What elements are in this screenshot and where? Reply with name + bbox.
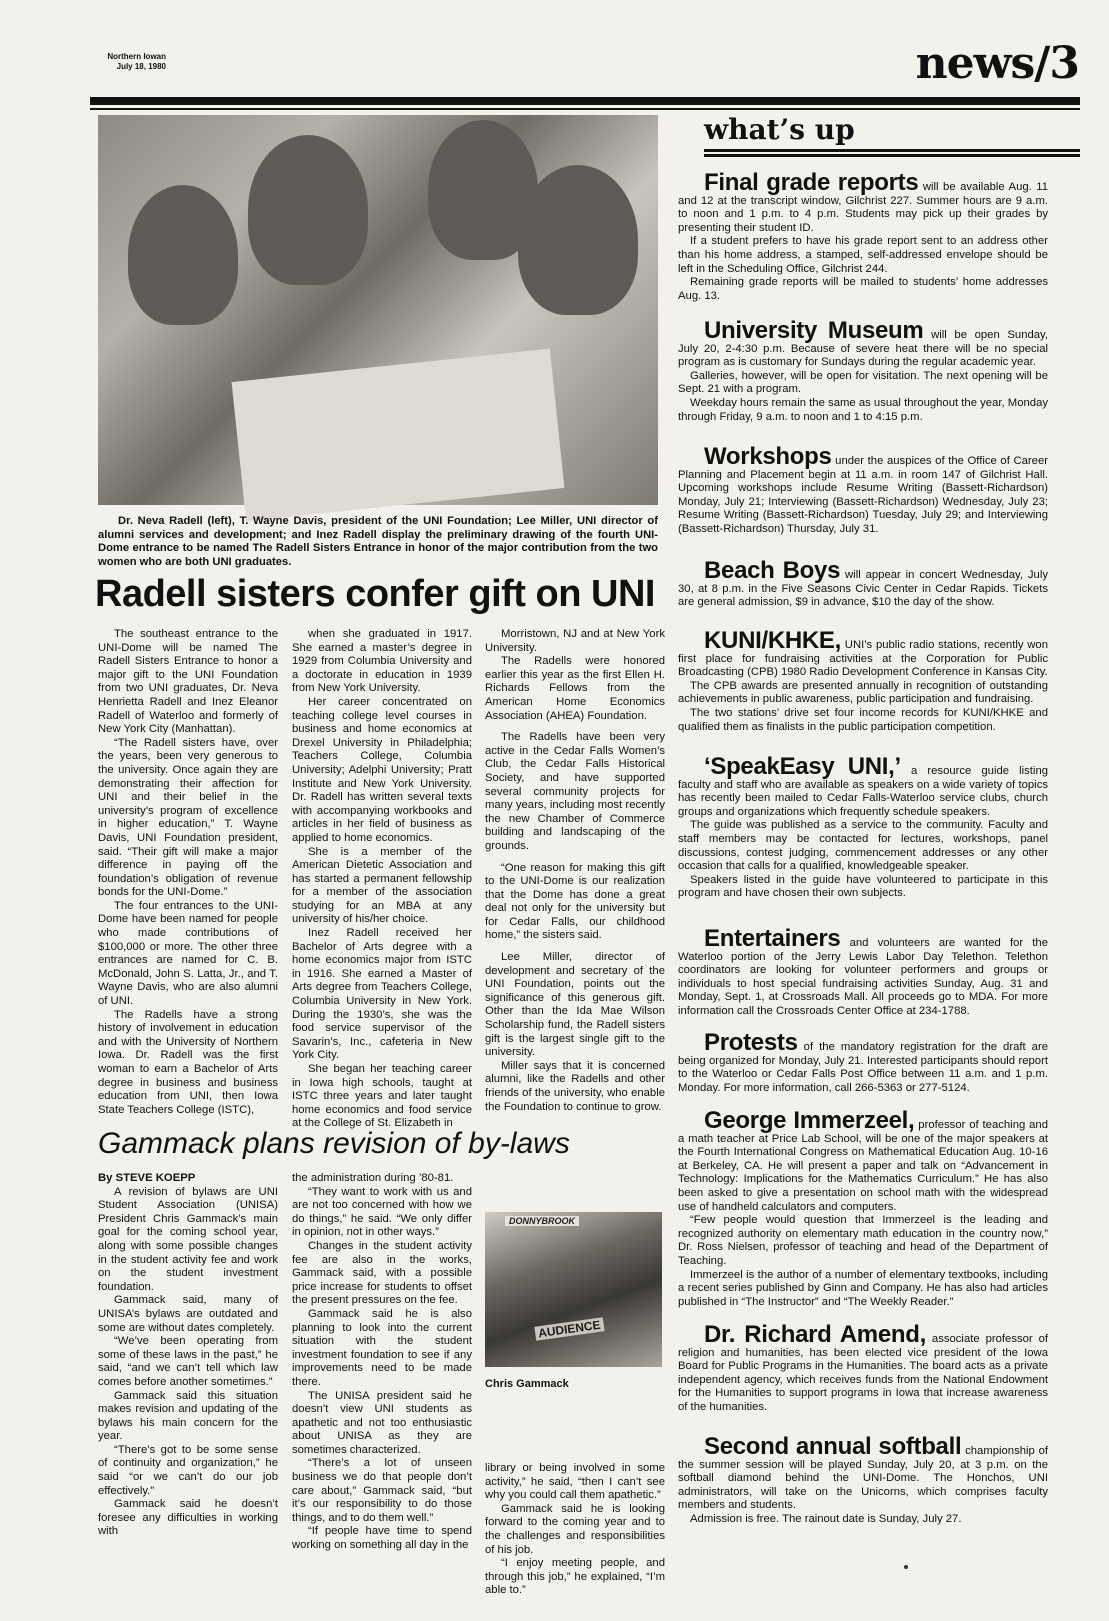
photo-shirt-text: AUDIENCE [534, 1317, 604, 1340]
section-page-title: news/3 [915, 38, 1079, 89]
paragraph: “The Radell sisters have, over the years, been very generous to the university. Once again they are demonstrating their affection for UNI and their belief in the university’s program of excellence in higher education,” T. Wayne Davis, UNI Foundation president, said. “Their gift will make a major difference in paying off the foundation’s obligation of revenue bonds for the UNI-Dome.” [98, 736, 278, 899]
whats-up-item-beach-boys: Beach Boys will appear in concert Wednesday, July 30, at 8 p.m. in the Five Seasons Civic Center in Cedar Rapids. Tickets are general admission, $9 in advance, $10 the day of the show. [678, 557, 1048, 609]
paragraph: “We’ve been operating from some of these laws in the past,” he said, “and we can’t tell which law comes before another sometimes.” [98, 1335, 278, 1388]
byline: By STEVE KOEPP [98, 1172, 196, 1184]
paragraph: “If people have time to spend working on something all day in the [292, 1525, 472, 1552]
whats-up-item-museum: University Museum will be open Sunday, July 20, 2-4:30 p.m. Because of severe heat there will be no special program as is customary for Sundays during the regular academic year. Galleries, however, will be open for visitation. The next opening will be Sept. 21 with a program. Weekday hours remain the same as usual throughout the year, Monday through Friday, 9 a.m. to noon and 1 to 4:15 p.m. [678, 317, 1048, 423]
paragraph: Miller says that it is concerned alumni, like the Radells and other friends of the university, who enable the Foundation to continue to grow. [485, 1059, 665, 1113]
whats-up-item-amend: Dr. Richard Amend, associate professor of religion and humanities, has been elected vice president of the Iowa Board for Public Programs in the Humanities. The board acts as a private independent agency, which receives funds from the National Endowment for the Humanities to support programs in Iowa that increase awareness of the humanities. [678, 1321, 1048, 1413]
paragraph: Lee Miller, director of development and secretary of the UNI Foundation, points out the significance of this generous gift. Other than the Ida Mae Wilson Scholarship fund, the Radell sisters gift is the largest single gift to the university. [485, 951, 665, 1059]
architectural-drawing [232, 349, 565, 522]
paragraph: “I enjoy meeting people, and through this job,” he explained, “I’m able to.” [485, 1557, 665, 1597]
second-story-column-2 [292, 1172, 472, 1553]
paragraph: Gammack said he is also planning to look into the current situation with the student investment foundation to see if any improvements need to be made there. [292, 1307, 472, 1388]
paragraph: A revision of bylaws are UNI Student Association (UNISA) President Chris Gammack’s main goal for the coming school year, along with some possible changes in the student activity fee and work on the student investment foundation. [98, 1185, 278, 1293]
paragraph: The Radells have been very active in the Cedar Falls Women’s Club, the Cedar Falls Historical Society, and have supported several community projects for many years, including most recently the new Chamber of Commerce building and landscaping of the grounds. [485, 731, 665, 852]
masthead-publication-info [90, 52, 166, 72]
paragraph: The four entrances to the UNI-Dome have been named for people who made contributions of $100,000 or more. The other three entrances are named for C. B. McDonald, John S. Latta, Jr., and T. Wayne Davis, who are also alumni of UNI. [98, 899, 278, 1008]
paragraph: She is a member of the American Dietetic Association and has started a permanent fellowship for a member of the association studying for an MBA at any university of his/her choice. [292, 845, 472, 926]
main-headline: Radell sisters confer gift on UNI [95, 573, 655, 615]
paragraph: Gammack said this situation makes revision and updating of the bylaws his main concern for the year. [98, 1389, 278, 1443]
whats-up-title: what’s up [704, 113, 855, 146]
whats-up-item-final-grades: Final grade reports will be available Aug. 11 and 12 at the transcript window, Gilchrist 227. Summer hours are 9 a.m. to noon and 1 p.m. to 4 p.m. Students may pick up their grades by presenting their student ID. If a student prefers to have his grade report sent to an address other than his home address, a stamped, self-addressed envelope should be left in the Scheduling Office, Gilchrist 244. Remaining grade reports will be mailed to students’ home addresses Aug. 13. [678, 169, 1048, 302]
main-story-column-3 [485, 628, 665, 1114]
second-story-column-1 [98, 1172, 278, 1539]
photo-banner-text: DONNYBROOK [505, 1216, 579, 1226]
whats-up-item-entertainers: Entertainers and volunteers are wanted for the Waterloo portion of the Jerry Lewis Labor Day Telethon. Telethon coordinators are looking for volunteer performers and groups or individuals to host special fundraising activities Sunday, Aug. 31 and Monday, Sept. 1, at Crossroads Mall. All proceeds go to MDA. For more information call the Crossroads Center Office at 234-1788. [678, 925, 1048, 1017]
paragraph: Gammack said he doesn’t foresee any difficulties in working with [98, 1498, 278, 1538]
main-story-column-1 [98, 628, 278, 1117]
paragraph: “They want to work with us and are not too concerned with how we do things,” he said. “We only differ in opinion, not in other ways.” [292, 1185, 472, 1239]
gammack-photo [485, 1212, 662, 1367]
gammack-photo-caption: Chris Gammack [485, 1378, 569, 1390]
paragraph: Gammack said he is looking forward to the coming year and to the challenges and responsibilities of his job. [485, 1502, 665, 1556]
paragraph: Inez Radell received her Bachelor of Arts degree with a home economics major from ISTC in 1916. She earned a Master of Arts degree from Teachers College, Columbia University in New York. During the 1930’s, she was the food service supervisor of the Savarin’s, Inc., cafeteria in New York City. [292, 927, 472, 1062]
paragraph: “One reason for making this gift to the UNI-Dome is our realization that the Dome has done a great deal not only for the university but for Cedar Falls, our childhood home,” the sisters said. [485, 861, 665, 942]
second-story-column-3 [485, 1462, 665, 1598]
whats-up-item-speakeasy: ‘SpeakEasy UNI,’ a resource guide listing faculty and staff who are available as speakers on a wide variety of topics has recently been mailed to Cedar Falls-Waterloo service clubs, church groups and organizations which frequently schedule speakers. The guide was published as a service to the community. Faculty and staff members may be contacted for lectures, workshops, panel discussions, contest judging, commencement addresses or any other occasion that calls for a qualified, knowledgeable speaker. Speakers listed in the guide have volunteered to participate in this program and have chosen their own subjects. [678, 753, 1049, 900]
radell-photo [98, 115, 658, 505]
paragraph: the administration during ’80-81. [292, 1172, 454, 1184]
paragraph: “There’s a lot of unseen business we do that people don’t care about,” Gammack said, “but it’s our responsibility to do those things, and to do them well.” [292, 1457, 472, 1524]
paragraph: Her career concentrated on teaching college level courses in business and home economics at Drexel University in Philadelphia; Teachers College, Columbia University; Adelphi University; Pratt Institute and New York University. Dr. Radell has written several texts with accompanying workbooks and articles in her field of business as applied to home economics. [292, 695, 472, 844]
main-story-column-2 [292, 628, 472, 1131]
paragraph: She began her teaching career in Iowa high schools, taught at ISTC three years and later taught home economics and food service at the College of St. Elizabeth in [292, 1063, 472, 1130]
publication-date: July 18, 1980 [116, 62, 166, 71]
paragraph: The southeast entrance to the UNI-Dome will be named The Radell Sisters Entrance to honor a major gift to the UNI Foundation from two UNI graduates, Dr. Neva Henrietta Radell and Inez Eleanor Radell of Waterloo and formerly of New York City (Manhattan). [98, 628, 278, 736]
second-headline: Gammack plans revision of by-laws [98, 1127, 570, 1160]
paragraph: Gammack said, many of UNISA’s bylaws are outdated and some are without dates completely. [98, 1294, 278, 1334]
paragraph: when she graduated in 1917. She earned a master’s degree in 1929 from Columbia University and a doctorate in education in 1939 from New York University. [292, 628, 472, 695]
whats-up-item-immerzeel: George Immerzeel, professor of teaching and a math teacher at Price Lab School, will be one of the major speakers at the Fourth International Congress on Mathematical Education Aug. 10-16 at Berkeley, CA. He will present a paper and talk on “Advancement in Technology: Implications for the Mathematics Curriculum.” He has also been asked to give a presentation on school math with the widespread use of handheld calculators and computers. “Few people would question that Immerzeel is the leading and recognized authority on elementary math education in the country now,” Dr. Ross Nielsen, professor of teaching and head of the Department of Teaching. Immerzeel is the author of a number of elementary textbooks, including a recent series published by Ginn and Company. He has also had articles published in “The Instructor” and “The Weekly Reader.” [678, 1107, 1048, 1308]
whats-up-item-workshops: Workshops under the auspices of the Office of Career Planning and Placement begin at 11 a.m. in room 147 of Gilchrist Hall. Upcoming workshops include Resume Writing (Bassett-Richardson) Monday, July 21; Interviewing (Bassett-Richardson) Wednesday, July 23; Resume Writing (Bassett-Richardson) Tuesday, July 29; and Interviewing (Bassett-Richardson) Thursday, July 31. [678, 443, 1048, 535]
paragraph: “There’s got to be some sense of continuity and organization,” he said “or we can’t do our job effectively.” [98, 1443, 278, 1497]
whats-up-item-softball: Second annual softball championship of the summer session will be played Sunday, July 20, at 3 p.m. on the softball diamond behind the UNI-Dome. The Honchos, UNI administrators, will take on the Unicorns, which comprises faculty members and students. Admission is free. The rainout date is Sunday, July 27. [678, 1433, 1048, 1525]
photo-caption: Dr. Neva Radell (left), T. Wayne Davis, president of the UNI Foundation; Lee Miller, UNI director of alumni services and development; and Inez Radell display the preliminary drawing of the fourth UNI-Dome entrance to be named The Radell Sisters Entrance in honor of the major contribution from the two women who are both UNI graduates. [98, 515, 658, 568]
paragraph: library or being involved in some activity,” he said, “then I can’t see why you could call them apathetic.” [485, 1462, 665, 1502]
masthead-rule [90, 97, 1080, 105]
end-mark-icon [904, 1565, 908, 1569]
whats-up-rule [704, 149, 1080, 152]
whats-up-item-kuni: KUNI/KHKE, UNI’s public radio stations, recently won first place for fundraising activities at the Corporation for Public Broadcasting (CPB) 1980 Radio Development Conference in Kansas City. The CPB awards are presented annually in recognition of outstanding achievements in public awareness, public participation and fundraising. The two stations’ drive set four income records for KUNI/KHKE and qualified them as finalists in the public participation competition. [678, 627, 1048, 733]
paragraph: The Radells were honored earlier this year as the first Ellen H. Richards Fellows from the American Home Economics Association (AHEA) Foundation. [485, 655, 665, 722]
paragraph: The Radells have a strong history of involvement in education and with the University of Northern Iowa. Dr. Radell was the first woman to earn a Bachelor of Arts degree in business and business education from UNI, then Iowa State Teachers College (ISTC), [98, 1008, 278, 1116]
paragraph: The UNISA president said he doesn’t view UNI students as apathetic and not too enthusiastic about UNISA as they are sometimes characterized. [292, 1389, 472, 1456]
paragraph: Changes in the student activity fee are also in the works, Gammack said, with a possible price increase for students to offset the present pressures on the fee. [292, 1239, 472, 1307]
paragraph: Morristown, NJ and at New York University. [485, 628, 665, 654]
publication-name: Northern Iowan [107, 52, 166, 61]
whats-up-item-protests: Protests of the mandatory registration for the draft are being organized for Monday, July 21. Interested participants should report to the Waterloo or Cedar Falls Post Office between 11 a.m. and 1 p.m. Monday. For more information, call 266-5363 or 277-5124. [678, 1029, 1048, 1094]
